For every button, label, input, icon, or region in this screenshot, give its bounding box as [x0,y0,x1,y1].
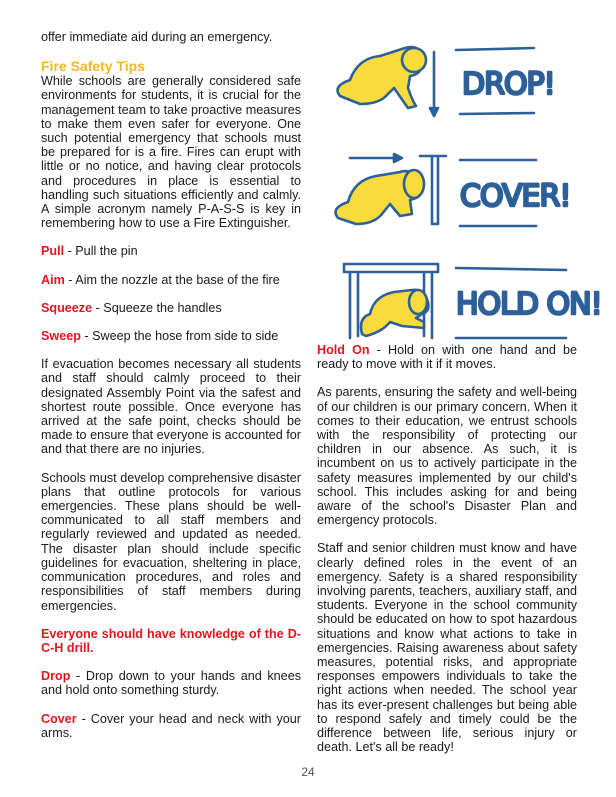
pass-term: Aim [41,272,65,287]
pass-step-sweep [41,329,301,343]
pass-term: Squeeze [41,300,93,315]
drop-cover-hold-illustration [320,18,600,340]
dch-step-hold-on [317,343,577,371]
left-column [41,30,301,754]
staff-paragraph: Staff and senior children must know and have clearly defined roles in the event of an emergency. Safety is a shared responsibility involving parents, teachers, auxiliary staff, and students. Everyone in the school community should be educated on how to spot hazardous situations and know what actions to take in emergencies. Raising awareness about safety measures, potential risks, and appropriate responses empowers individuals to take the right actions when needed. The school year has its ever-present challenges but being able to respond safely and timely could be the difference between life, serious injury or death. Let's all be ready! [317,541,577,755]
dch-term: Drop [41,669,71,684]
pass-step-pull [41,244,301,258]
pass-term: Sweep [41,329,81,344]
disaster-plan-paragraph: Schools must develop comprehensive disaster plans that outline protocols for various emergencies. These plans should be well-communicated to all staff members and regularly reviewed and updated as needed. The disaster plan should include specific guidelines for evacuation, sheltering in place, communication procedures, and roles and responsibilities of staff members during emergencies. [41,470,301,613]
intro-tail-text: offer immediate aid during an emergency. [41,30,273,44]
dch-term: Hold On [317,343,370,357]
dch-heading: Everyone should have knowledge of the D-C-H drill. [41,626,301,655]
right-column [317,343,577,768]
page-number: 24 [301,765,315,779]
cover-label: COVER! [460,179,571,214]
fire-safety-body: While schools are generally considered safe environments for students, it is crucial for the management team to take proactive measures to make them even safer for everyone. One such potential emergency that schools must be prepared for is a fire. Fires can erupt with little or no notice, and having clear protocols and procedures in place is essential to handling such situations efficiently and calmly. A simple acronym namely P-A-S-S is key in remembering how to use a Fire Extinguisher. [41,74,301,231]
dch-step-cover [41,712,301,740]
pass-step-aim [41,273,301,287]
pass-desc: - Aim the nozzle at the base of the fire [64,272,280,287]
dch-desc: - Hold on with one hand and be ready to move with it if it moves. [317,343,577,372]
dch-desc: - Drop down to your hands and knees and hold onto something sturdy. [41,669,301,698]
dch-term: Cover [41,711,77,726]
evacuation-paragraph: If evacuation becomes necessary all students and staff should calmly proceed to their designated Assembly Point via the safest and shortest route possible. Once everyone has arrived at the safe point, checks should be made to ensure that everyone is accounted for and that there are no injuries. [41,357,301,457]
pass-term: Pull [41,244,65,259]
pass-desc: - Sweep the hose from side to side [80,329,279,344]
covering-person-icon [336,170,424,224]
hold-on-label: HOLD ON! [456,287,600,322]
holding-under-table-icon [361,290,428,336]
pass-desc: - Pull the pin [64,244,138,259]
pass-desc: - Squeeze the handles [92,300,222,315]
dch-step-drop [41,669,301,697]
pass-step-squeeze [41,301,301,315]
dch-desc: - Cover your head and neck with your arms. [41,711,301,740]
crawling-person-icon [338,47,426,108]
parents-paragraph: As parents, ensuring the safety and well-being of our children is our primary concern. When it comes to their education, we entrust schools with the responsibility of protecting our children in our absence. As such, it is incumbent on us to actively participate in the safety measures implemented by our child's school. This includes asking for and being aware of the school's Disaster Plan and emergency protocols. [317,385,577,528]
drop-label: DROP! [462,67,555,102]
fire-safety-heading: Fire Safety Tips [41,58,146,75]
